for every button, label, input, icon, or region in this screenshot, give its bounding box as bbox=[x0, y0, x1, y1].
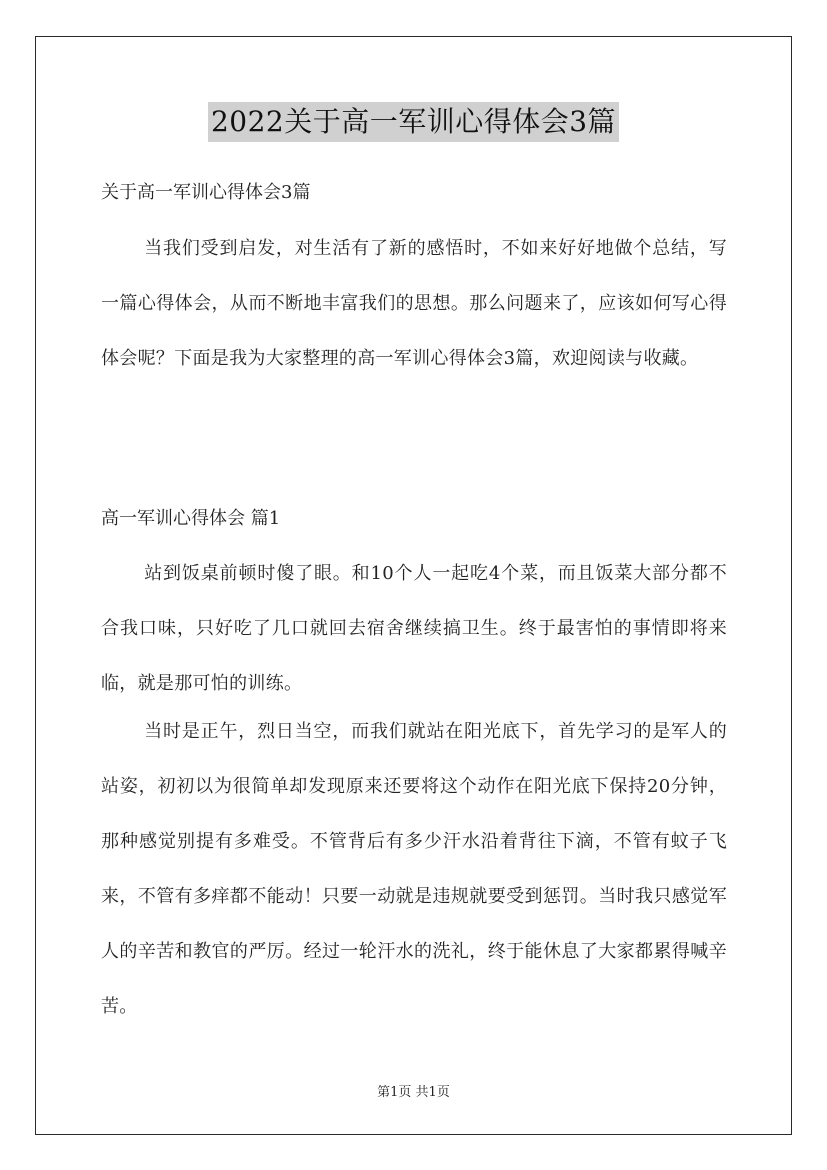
document-title: 2022关于高一军训心得体会3篇 bbox=[208, 102, 619, 142]
body-paragraph-2: 当时是正午，烈日当空，而我们就站在阳光底下，首先学习的是军人的站姿，初初以为很简单却发现原来还要将这个动作在阳光底下保持20分钟，那种感觉别提有多难受。不管背后有多少汗水沿着背往下滴，不管有蚊子飞来，不管有多痒都不能动！只要一动就是违规就要受到惩罚。当时我只感觉军人的辛苦和教官的严厉。经过一轮汗水的洗礼，终于能休息了大家都累得喊辛苦。 bbox=[101, 721, 727, 1017]
intro-paragraph: 当我们受到启发，对生活有了新的感悟时，不如来好好地做个总结，写一篇心得体会，从而不断地丰富我们的思想。那么问题来了，应该如何写心得体会呢？下面是我为大家整理的高一军训心得体会3篇，欢迎阅读与收藏。 bbox=[101, 238, 727, 369]
section-heading: 高一军训心得体会 篇1 bbox=[101, 508, 281, 529]
page-footer: 第1页 共1页 bbox=[377, 1085, 450, 1100]
document-subtitle: 关于高一军训心得体会3篇 bbox=[101, 182, 311, 203]
body-paragraph-1: 站到饭桌前顿时傻了眼。和10个人一起吃4个菜，而且饭菜大部分都不合我口味，只好吃了几口就回去宿舍继续搞卫生。终于最害怕的事情即将来临，就是那可怕的训练。 bbox=[101, 563, 727, 694]
title-container bbox=[0, 102, 827, 142]
